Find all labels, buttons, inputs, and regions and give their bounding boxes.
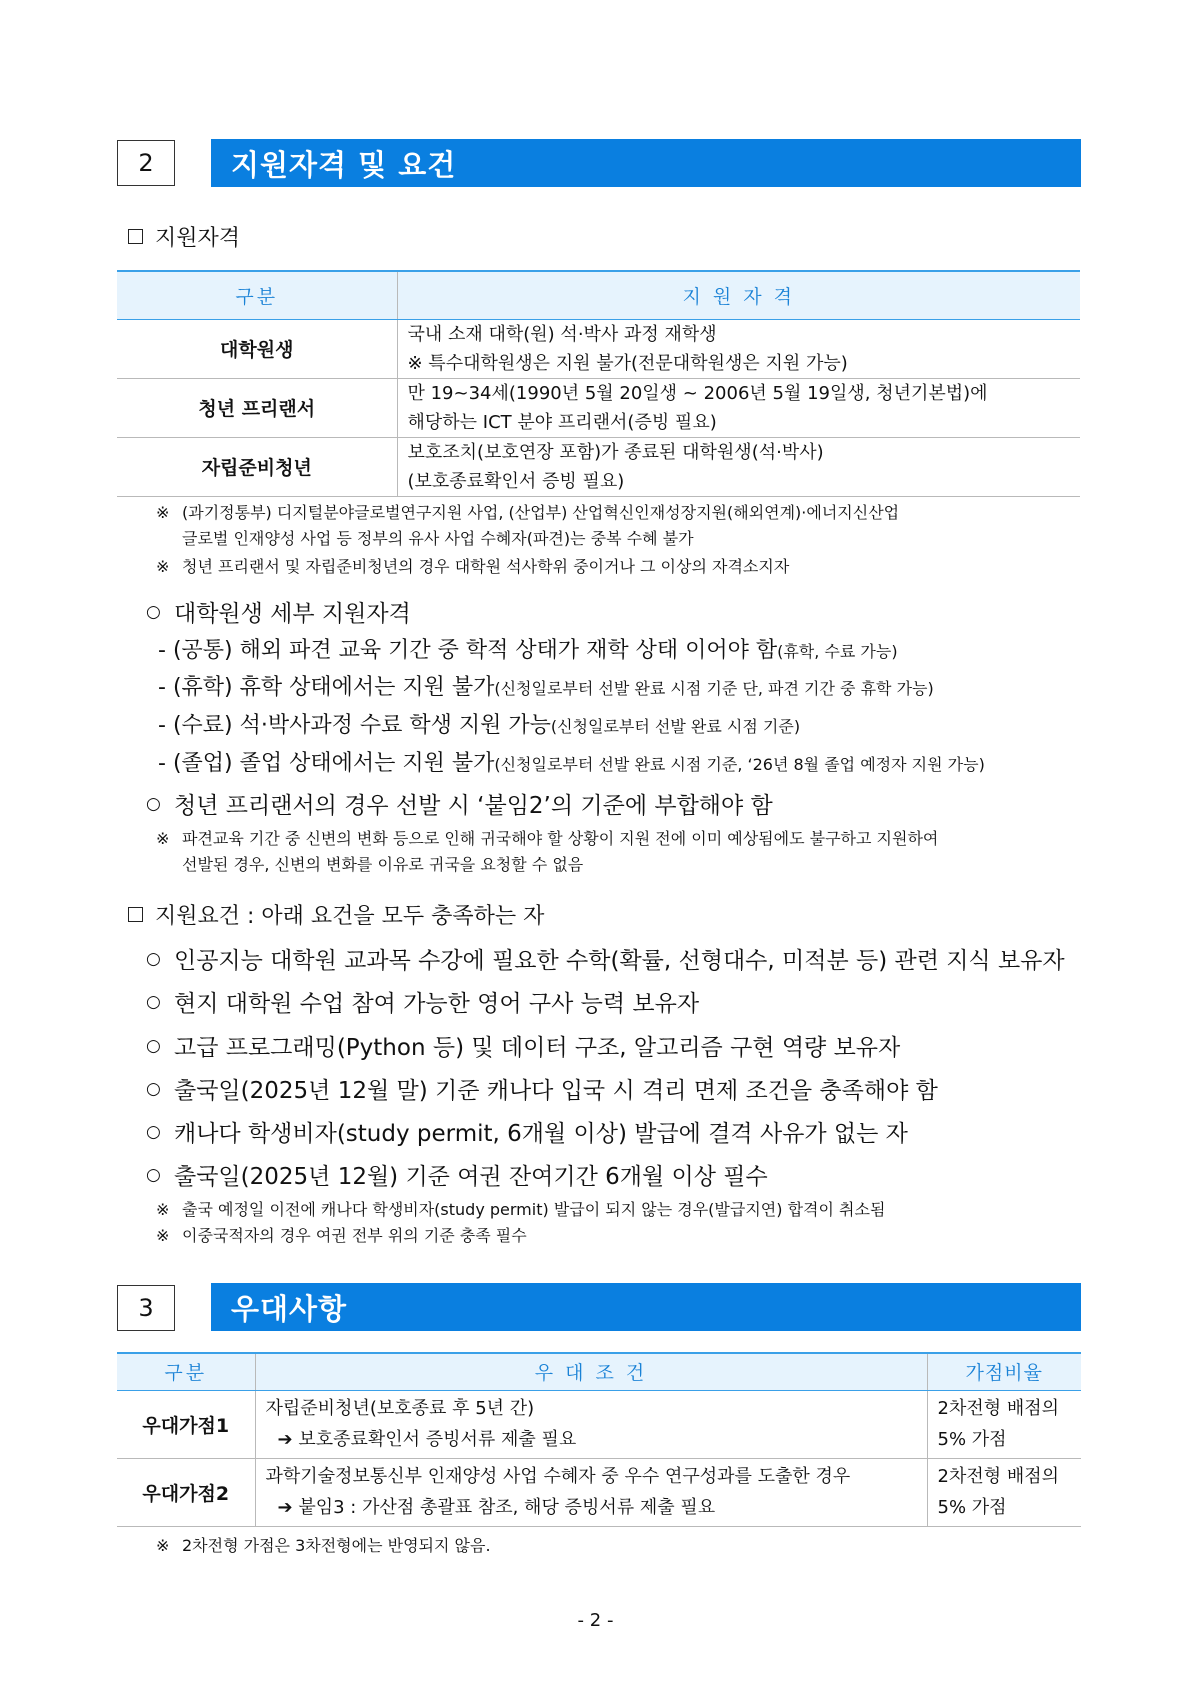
row-line: (보호종료확인서 증빙 필요) xyxy=(407,470,625,492)
row-line: 국내 소재 대학(원) 석·박사 과정 재학생 xyxy=(407,323,717,345)
section-title-bar xyxy=(211,139,1081,187)
row-rate xyxy=(927,1458,1081,1526)
row-line: 해당하는 ICT 분야 프리랜서(증빙 필요) xyxy=(407,411,717,433)
row-label: 우대가점2 xyxy=(117,1458,255,1526)
circle-bullet-icon: ○ xyxy=(146,1121,161,1142)
note-text: (과기정통부) 디지털분야글로벌연구지원 사업, (산업부) 산업혁신인재성장지원(해외연계)·에너지신산업 xyxy=(182,503,900,522)
note-continuation: 선발된 경우, 신변의 변화를 이유로 귀국을 요청할 수 없음 xyxy=(182,855,584,874)
checkbox-icon xyxy=(128,907,143,922)
table-row xyxy=(117,1390,1081,1458)
preference-note xyxy=(156,1533,1086,1559)
requirement-item xyxy=(146,985,699,1018)
freelancer-item xyxy=(146,787,773,820)
row-line: 보호조치(보호연장 포함)가 종료된 대학원생(석·박사) xyxy=(407,441,824,463)
rate-line: 2차전형 배점의 xyxy=(937,1398,1060,1419)
row-label: 청년 프리랜서 xyxy=(117,378,397,437)
section-number: 2 xyxy=(138,149,154,177)
condition-subline: 보호종료확인서 증빙서류 제출 필요 xyxy=(298,1429,577,1450)
table-note xyxy=(156,500,1086,552)
requirement-note xyxy=(156,1223,1086,1249)
condition-line: 과학기술정보통신부 인재양성 사업 수혜자 중 우수 연구성과를 도출한 경우 xyxy=(265,1466,851,1487)
table-header-eligibility: 지 원 자 격 xyxy=(397,271,1080,319)
grad-item: - (휴학) 휴학 상태에서는 지원 불가(신청일로부터 선발 완료 시점 기준 단, 파견 기간 중 휴학 가능) xyxy=(158,675,934,700)
section-title-bar xyxy=(211,1283,1081,1331)
section-title: 지원자격 및 요건 xyxy=(231,147,457,182)
grad-item-main: (공통) 해외 파견 교육 기간 중 학적 상태가 재학 상태 이어야 함 xyxy=(172,638,778,663)
table-header-condition: 우 대 조 건 xyxy=(255,1353,927,1390)
requirements-heading-text: 지원요건 : 아래 요건을 모두 충족하는 자 xyxy=(155,904,545,929)
eligibility-table xyxy=(117,270,1080,497)
note-text: 출국 예정일 이전에 캐나다 학생비자(study permit) 발급이 되지 않는 경우(발급지연) 합격이 취소됨 xyxy=(182,1200,886,1219)
row-description xyxy=(397,319,1080,378)
requirement-text: 캐나다 학생비자(study permit, 6개월 이상) 발급에 결격 사유가 없는 자 xyxy=(174,1121,908,1147)
table-header-row xyxy=(117,271,1080,319)
row-label: 대학원생 xyxy=(117,319,397,378)
requirement-text: 인공지능 대학원 교과목 수강에 필요한 수학(확률, 선형대수, 미적분 등) 관련 지식 보유자 xyxy=(174,948,1065,974)
note-text: 파견교육 기간 중 신변의 변화 등으로 인해 귀국해야 할 상황이 지원 전에 이미 예상됨에도 불구하고 지원하여 xyxy=(182,829,939,848)
circle-bullet-icon: ○ xyxy=(146,601,161,622)
row-description xyxy=(397,378,1080,437)
section-number-box xyxy=(117,1285,175,1331)
row-line: 만 19~34세(1990년 5월 20일생 ~ 2006년 5월 19일생, 청년기본법)에 xyxy=(407,382,988,404)
grad-item-note: (휴학, 수료 가능) xyxy=(777,642,898,661)
rate-line: 5% 가점 xyxy=(937,1497,1007,1518)
requirement-item xyxy=(146,1072,938,1105)
requirement-item xyxy=(146,1115,908,1148)
note-text: 2차전형 가점은 3차전형에는 반영되지 않음. xyxy=(182,1536,491,1555)
table-note xyxy=(156,554,1086,580)
checkbox-icon xyxy=(128,229,143,244)
requirement-text: 고급 프로그래밍(Python 등) 및 데이터 구조, 알고리즘 구현 역량 보유자 xyxy=(174,1035,901,1061)
row-description xyxy=(397,437,1080,496)
note-mark: ※ xyxy=(156,1536,170,1555)
grad-item-note: (신청일로부터 선발 완료 시점 기준) xyxy=(550,717,801,736)
grad-item: - (공통) 해외 파견 교육 기간 중 학적 상태가 재학 상태 이어야 함(휴학, 수료 가능) xyxy=(158,638,898,663)
rate-line: 5% 가점 xyxy=(937,1429,1007,1450)
grad-item-note: (신청일로부터 선발 완료 시점 기준 단, 파견 기간 중 휴학 가능) xyxy=(494,679,934,698)
row-line: ※ 특수대학원생은 지원 불가(전문대학원생은 지원 가능) xyxy=(407,352,848,374)
circle-bullet-icon: ○ xyxy=(146,1164,161,1185)
arrow-icon: ➔ xyxy=(277,1429,293,1450)
circle-bullet-icon: ○ xyxy=(146,1035,161,1056)
rate-line: 2차전형 배점의 xyxy=(937,1466,1060,1487)
requirement-text: 현지 대학원 수업 참여 가능한 영어 구사 능력 보유자 xyxy=(174,991,700,1017)
note-mark: ※ xyxy=(156,1226,170,1245)
condition-line: 자립준비청년(보호종료 후 5년 간) xyxy=(265,1398,535,1419)
circle-bullet-icon: ○ xyxy=(146,1078,161,1099)
note-continuation: 글로벌 인재양성 사업 등 정부의 유사 사업 수혜자(파견)는 중복 수혜 불가 xyxy=(182,529,694,548)
grad-heading xyxy=(146,595,411,628)
circle-bullet-icon: ○ xyxy=(146,948,161,969)
row-label: 자립준비청년 xyxy=(117,437,397,496)
note-text: 청년 프리랜서 및 자립준비청년의 경우 대학원 석사학위 중이거나 그 이상의 자격소지자 xyxy=(182,557,790,576)
eligibility-heading-text: 지원자격 xyxy=(155,226,241,251)
requirements-heading xyxy=(128,899,544,930)
circle-bullet-icon: ○ xyxy=(146,793,161,814)
row-condition xyxy=(255,1458,927,1526)
note-mark: ※ xyxy=(156,503,170,522)
grad-item: - (졸업) 졸업 상태에서는 지원 불가(신청일로부터 선발 완료 시점 기준, ‘26년 8월 졸업 예정자 지원 가능) xyxy=(158,751,985,776)
table-row xyxy=(117,319,1080,378)
preference-table xyxy=(117,1352,1081,1527)
note-text: 이중국적자의 경우 여권 전부 위의 기준 충족 필수 xyxy=(182,1226,527,1245)
grad-item-main: (수료) 석·박사과정 수료 학생 지원 가능 xyxy=(172,713,551,738)
requirement-item xyxy=(146,1158,768,1191)
table-header-row xyxy=(117,1353,1081,1390)
table-header-rate: 가점비율 xyxy=(927,1353,1081,1390)
eligibility-heading xyxy=(128,221,240,252)
grad-item: - (수료) 석·박사과정 수료 학생 지원 가능(신청일로부터 선발 완료 시점 기준) xyxy=(158,713,801,738)
requirement-note xyxy=(156,1197,1086,1223)
note-mark: ※ xyxy=(156,557,170,576)
page-number: - 2 - xyxy=(577,1610,614,1631)
row-rate xyxy=(927,1390,1081,1458)
freelancer-note xyxy=(156,826,1086,878)
table-row xyxy=(117,1458,1081,1526)
grad-item-main: (졸업) 졸업 상태에서는 지원 불가 xyxy=(172,751,495,776)
table-row xyxy=(117,437,1080,496)
row-condition xyxy=(255,1390,927,1458)
section-number: 3 xyxy=(138,1294,154,1322)
note-mark: ※ xyxy=(156,829,170,848)
circle-bullet-icon: ○ xyxy=(146,991,161,1012)
grad-heading-text: 대학원생 세부 지원자격 xyxy=(174,601,411,627)
grad-item-main: (휴학) 휴학 상태에서는 지원 불가 xyxy=(172,675,495,700)
requirement-item xyxy=(146,942,1065,975)
section-title: 우대사항 xyxy=(231,1291,348,1326)
requirement-text: 출국일(2025년 12월) 기준 여권 잔여기간 6개월 이상 필수 xyxy=(174,1164,768,1190)
arrow-icon: ➔ xyxy=(277,1497,293,1518)
requirement-item xyxy=(146,1029,900,1062)
grad-item-note: (신청일로부터 선발 완료 시점 기준, ‘26년 8월 졸업 예정자 지원 가능) xyxy=(494,755,985,774)
table-header-category: 구분 xyxy=(117,1353,255,1390)
section-number-box xyxy=(117,140,175,186)
note-mark: ※ xyxy=(156,1200,170,1219)
requirement-text: 출국일(2025년 12월 말) 기준 캐나다 입국 시 격리 면제 조건을 충족해야 함 xyxy=(174,1078,938,1104)
freelancer-item-text: 청년 프리랜서의 경우 선발 시 ‘붙임2’의 기준에 부합해야 함 xyxy=(174,793,773,819)
row-label: 우대가점1 xyxy=(117,1390,255,1458)
condition-subline: 붙임3 : 가산점 총괄표 참조, 해당 증빙서류 제출 필요 xyxy=(298,1497,716,1518)
table-header-category: 구분 xyxy=(117,271,397,319)
table-row xyxy=(117,378,1080,437)
